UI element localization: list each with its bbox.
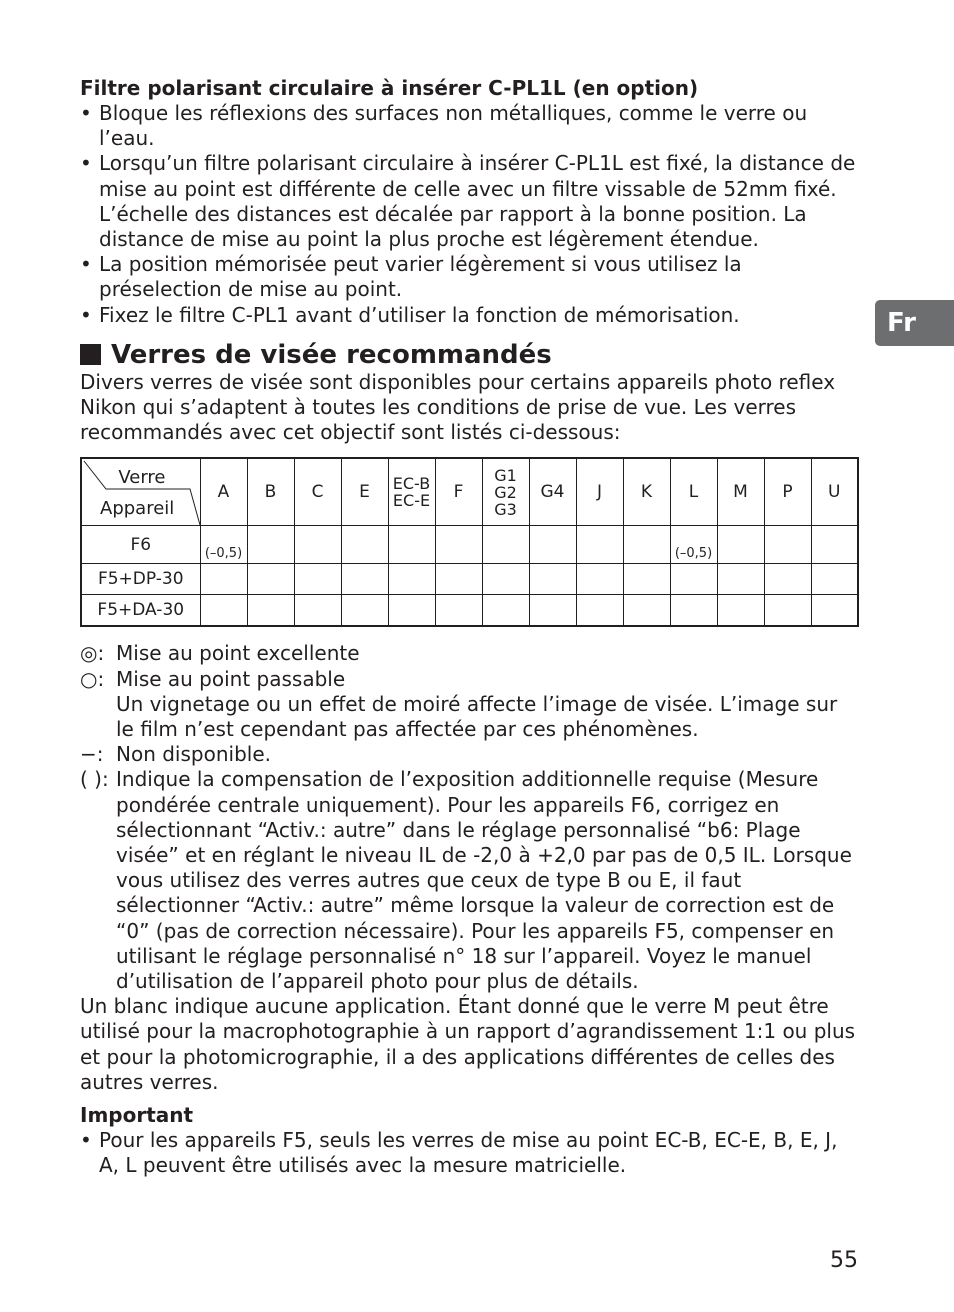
polarizer-heading: Filtre polarisant circulaire à insérer C-PL1L (en option) [80, 76, 699, 100]
corner-cell [81, 458, 200, 526]
important-heading: Important [80, 1103, 194, 1128]
table-cell [670, 564, 717, 595]
camera-cell: F5+DA-30 [81, 595, 200, 627]
list-item: • La position mémorisée peut varier légèrement si vous utilisez la préselection de mise au point. [80, 252, 860, 302]
table-cell [717, 526, 764, 564]
table-cell [482, 526, 529, 564]
table-cell [811, 564, 858, 595]
table-cell [576, 595, 623, 627]
table-cell [435, 526, 482, 564]
column-header [388, 458, 435, 526]
legend-text: Un vignetage ou un effet de moiré affecte l’image de visée. L’image sur le film n’est cependant pas affectée par ces phénomènes. [116, 691, 838, 742]
table-cell [200, 564, 247, 595]
list-item: • Fixez le filtre C-PL1 avant d’utiliser la fonction de mémorisation. [80, 303, 860, 328]
table-cell [294, 564, 341, 595]
column-header-line: EC-E [392, 491, 431, 511]
page-content [80, 76, 860, 1179]
column-header: B [247, 458, 294, 526]
column-header: A [200, 458, 247, 526]
exposure-note: (–0,5) [674, 546, 713, 562]
column-header: G4 [529, 458, 576, 526]
table-cell [435, 595, 482, 627]
column-header: C [294, 458, 341, 526]
legend-item [80, 692, 860, 742]
table-cell [764, 526, 811, 564]
column-header: J [576, 458, 623, 526]
column-header: F [435, 458, 482, 526]
table-header-row [81, 458, 858, 526]
exposure-note: (–0,5) [204, 546, 243, 562]
table-cell [670, 595, 717, 627]
table-row [81, 564, 858, 595]
camera-cell: F5+DP-30 [81, 564, 200, 595]
table-cell [200, 595, 247, 627]
table-cell [435, 564, 482, 595]
column-header: U [811, 458, 858, 526]
legend-symbol: ◎: [80, 641, 105, 666]
table-cell [482, 564, 529, 595]
table-cell [811, 595, 858, 627]
table-cell [764, 595, 811, 627]
table-row [81, 526, 858, 564]
legend-text: Indique la compensation de l’exposition additionnelle requise (Mesure pondérée centrale uniquement). Pour les appareils F6, corrigez en sélectionnant “Activ.: autre” dans le réglage personnalisé “b6: Plage visée” et en réglant le niveau IL de -2,0 à +2,0 par pas de 0,5 IL. Lorsque vous utilisez des verres autres que ceux de type B ou E, il faut sélectionner “Activ.: autre” même lorsque la valeur de correction est de “0” (pas de correction nécessaire). Pour les appareils F5, compenser en utilisant le réglage personnalisé n° 18 sur l’appareil. Voyez le manuel d’utilisation de l’appareil photo pour plus de détails. [116, 767, 852, 994]
table-cell [811, 526, 858, 564]
screens-intro: Divers verres de visée sont disponibles pour certains appareils photo reflex Nikon qui s’adaptent à toutes les conditions de prise de vue. Les verres recommandés avec cet objectif sont listés ci-dessous: [80, 369, 836, 445]
table-cell [623, 564, 670, 595]
camera-cell: F6 [81, 526, 200, 564]
list-item: • Pour les appareils F5, seuls les verres de mise au point EC-B, EC-E, B, E, J, A, L peuvent être utilisés avec la mesure matricielle. [80, 1128, 860, 1178]
table-cell [388, 564, 435, 595]
corner-label-camera: Appareil [100, 498, 175, 520]
legend-text: Mise au point passable [116, 666, 346, 691]
legend-item [80, 767, 860, 994]
legend-item [80, 667, 860, 692]
legend-text: Mise au point excellente [116, 641, 360, 666]
blank-note: Un blanc indique aucune application. Étant donné que le verre M peut être utilisé pour la macrophotographie à un rapport d’agrandissement 1:1 ou plus et pour la photomicrographie, il a des applications différentes de celles des autres verres. [80, 994, 856, 1094]
column-header-line: G1 [494, 465, 517, 485]
section-heading-text: Verres de visée recommandés [111, 339, 552, 370]
table-cell [717, 595, 764, 627]
table-cell [623, 526, 670, 564]
table-cell [341, 595, 388, 627]
table-cell [623, 595, 670, 627]
table-cell [670, 526, 717, 564]
column-header-line: EC-B [392, 474, 431, 494]
table-cell [341, 526, 388, 564]
column-header-line: G3 [494, 499, 517, 519]
table-cell [247, 595, 294, 627]
legend-text: Non disponible. [116, 742, 271, 767]
table-cell [717, 564, 764, 595]
legend-symbol: ○: [80, 666, 105, 691]
table-cell [341, 564, 388, 595]
table-cell [529, 526, 576, 564]
table-cell [576, 564, 623, 595]
legend-item [80, 641, 860, 666]
column-header [482, 458, 529, 526]
table-cell [529, 595, 576, 627]
column-header: P [764, 458, 811, 526]
square-bullet-icon [80, 344, 101, 365]
legend [80, 641, 860, 994]
column-header-line: G2 [494, 482, 517, 502]
compatibility-table [80, 457, 859, 627]
column-header: L [670, 458, 717, 526]
table-cell [294, 526, 341, 564]
table-cell [247, 564, 294, 595]
table-cell [247, 526, 294, 564]
column-header: K [623, 458, 670, 526]
language-tab: Fr [875, 300, 954, 346]
legend-symbol: −: [80, 742, 104, 767]
table-cell [388, 526, 435, 564]
corner-label-screen: Verre [118, 467, 166, 489]
table-cell [294, 595, 341, 627]
polarizer-bullets [80, 101, 860, 328]
table-row [81, 595, 858, 627]
table-cell [529, 564, 576, 595]
legend-symbol: ( ): [80, 767, 109, 792]
legend-item [80, 742, 860, 767]
table-cell [200, 526, 247, 564]
table-cell [388, 595, 435, 627]
table-cell [482, 595, 529, 627]
list-item: • Lorsqu’un filtre polarisant circulaire à insérer C-PL1L est fixé, la distance de mise au point est différente de celle avec un filtre vissable de 52mm fixé. L’échelle des distances est décalée par rapport à la bonne position. La distance de mise au point la plus proche est légèrement étendue. [80, 151, 860, 252]
important-bullets [80, 1128, 860, 1178]
list-item: • Bloque les réflexions des surfaces non métalliques, comme le verre ou l’eau. [80, 101, 860, 151]
column-header: M [717, 458, 764, 526]
column-header: E [341, 458, 388, 526]
section-heading [80, 340, 860, 370]
table-cell [764, 564, 811, 595]
table-cell [576, 526, 623, 564]
page-number: 55 [830, 1248, 858, 1273]
